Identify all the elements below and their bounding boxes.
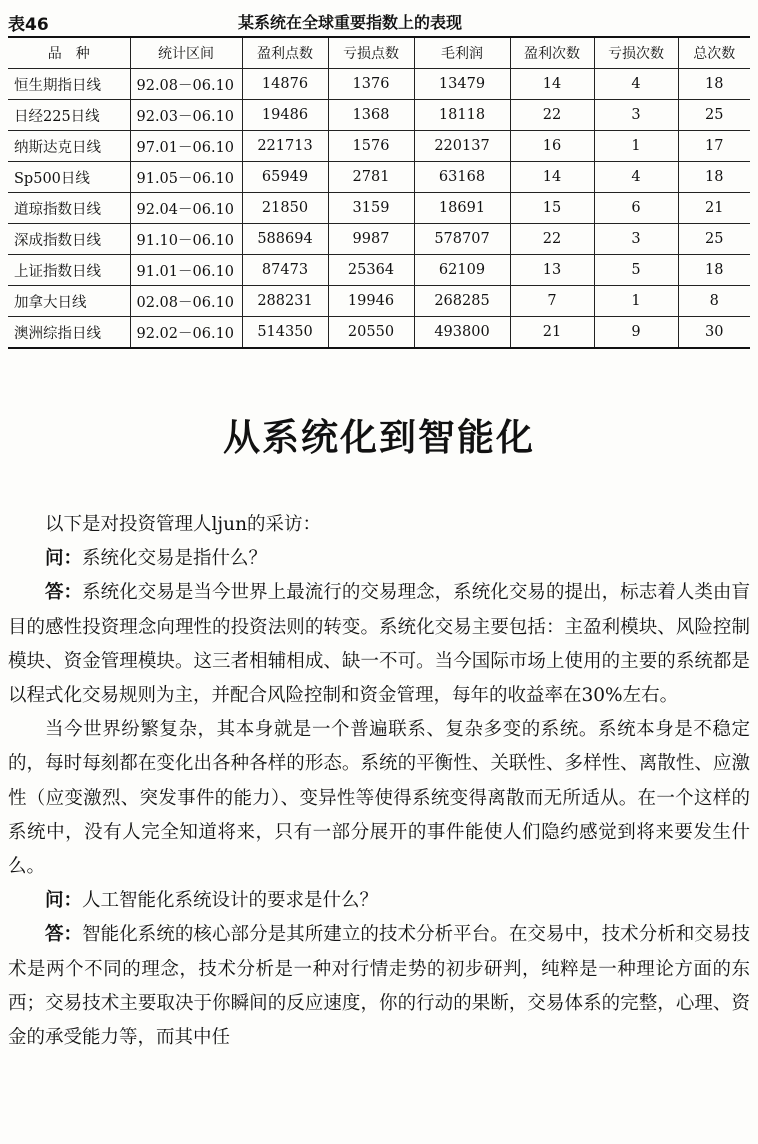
value-cell: 25364 <box>328 255 414 286</box>
value-cell: 87473 <box>242 255 328 286</box>
value-cell: 9 <box>594 317 678 349</box>
period-cell: 97.01－06.10 <box>130 131 242 162</box>
value-cell: 8 <box>678 286 750 317</box>
period-cell: 91.10－06.10 <box>130 224 242 255</box>
period-cell: 92.04－06.10 <box>130 193 242 224</box>
value-cell: 2781 <box>328 162 414 193</box>
table-row <box>8 317 750 349</box>
value-cell: 19486 <box>242 100 328 131</box>
article-paragraph <box>8 918 750 1055</box>
period-cell: 91.05－06.10 <box>130 162 242 193</box>
table-number: 表46 <box>8 15 49 35</box>
value-cell: 5 <box>594 255 678 286</box>
value-cell: 3 <box>594 100 678 131</box>
value-cell: 4 <box>594 69 678 100</box>
table-title: 某系统在全球重要指数上的表现 <box>238 13 463 32</box>
column-header: 统计区间 <box>130 37 242 69</box>
value-cell: 22 <box>510 224 594 255</box>
value-cell: 14876 <box>242 69 328 100</box>
value-cell: 18 <box>678 69 750 100</box>
value-cell: 221713 <box>242 131 328 162</box>
value-cell: 220137 <box>414 131 510 162</box>
column-header: 盈利点数 <box>242 37 328 69</box>
value-cell: 13479 <box>414 69 510 100</box>
index-name-cell: 深成指数日线 <box>8 224 130 255</box>
period-cell: 92.02－06.10 <box>130 317 242 349</box>
value-cell: 18 <box>678 255 750 286</box>
article-paragraph <box>8 884 750 918</box>
column-header: 盈利次数 <box>510 37 594 69</box>
paragraph-text: 系统化交易是当今世界上最流行的交易理念，系统化交易的提出，标志着人类由盲目的感性投资理念向理性的投资法则的转变。系统化交易主要包括：主盈利模块、风险控制模块、资金管理模块。这三者相辅相成、缺一不可。当今国际市场上使用的主要的系统都是以程式化交易规则为主，并配合风险控制和资金管理，每年的收益率在30%左右。 <box>8 582 750 707</box>
column-header: 总次数 <box>678 37 750 69</box>
value-cell: 288231 <box>242 286 328 317</box>
table-row <box>8 224 750 255</box>
article-body <box>8 508 750 1055</box>
value-cell: 1368 <box>328 100 414 131</box>
value-cell: 6 <box>594 193 678 224</box>
value-cell: 21 <box>678 193 750 224</box>
paragraph-text: 以下是对投资管理人ljun的采访： <box>45 514 321 535</box>
table-row <box>8 162 750 193</box>
table-row <box>8 286 750 317</box>
value-cell: 4 <box>594 162 678 193</box>
index-name-cell: 上证指数日线 <box>8 255 130 286</box>
value-cell: 1376 <box>328 69 414 100</box>
value-cell: 14 <box>510 69 594 100</box>
period-cell: 92.08－06.10 <box>130 69 242 100</box>
value-cell: 18691 <box>414 193 510 224</box>
qa-label: 问： <box>45 890 83 912</box>
value-cell: 514350 <box>242 317 328 349</box>
article-paragraph <box>8 542 750 576</box>
table-row <box>8 69 750 100</box>
value-cell: 14 <box>510 162 594 193</box>
index-name-cell: 澳洲综指日线 <box>8 317 130 349</box>
value-cell: 18118 <box>414 100 510 131</box>
index-name-cell: 日经225日线 <box>8 100 130 131</box>
value-cell: 21 <box>510 317 594 349</box>
qa-label: 问： <box>45 548 83 570</box>
value-cell: 15 <box>510 193 594 224</box>
index-name-cell: 加拿大日线 <box>8 286 130 317</box>
value-cell: 62109 <box>414 255 510 286</box>
value-cell: 19946 <box>328 286 414 317</box>
value-cell: 18 <box>678 162 750 193</box>
value-cell: 25 <box>678 224 750 255</box>
paragraph-text: 智能化系统的核心部分是其所建立的技术分析平台。在交易中，技术分析和交易技术是两个不同的理念，技术分析是一种对行情走势的初步研判，纯粹是一种理论方面的东西；交易技术主要取决于你瞬间的反应速度，你的行动的果断，交易体系的完整，心理、资金的承受能力等，而其中任 <box>8 924 750 1049</box>
column-header: 亏损次数 <box>594 37 678 69</box>
value-cell: 3 <box>594 224 678 255</box>
paragraph-text: 系统化交易是指什么？ <box>82 548 268 570</box>
period-cell: 02.08－06.10 <box>130 286 242 317</box>
value-cell: 578707 <box>414 224 510 255</box>
value-cell: 16 <box>510 131 594 162</box>
value-cell: 1576 <box>328 131 414 162</box>
value-cell: 25 <box>678 100 750 131</box>
article-paragraph <box>8 576 750 713</box>
column-header: 品 种 <box>8 37 130 69</box>
column-header: 毛利润 <box>414 37 510 69</box>
value-cell: 493800 <box>414 317 510 349</box>
table-caption <box>8 6 750 36</box>
value-cell: 9987 <box>328 224 414 255</box>
table-row <box>8 255 750 286</box>
value-cell: 65949 <box>242 162 328 193</box>
table-row <box>8 131 750 162</box>
value-cell: 13 <box>510 255 594 286</box>
period-cell: 92.03－06.10 <box>130 100 242 131</box>
value-cell: 22 <box>510 100 594 131</box>
article-paragraph <box>8 508 750 542</box>
value-cell: 17 <box>678 131 750 162</box>
table-row <box>8 193 750 224</box>
index-name-cell: 恒生期指日线 <box>8 69 130 100</box>
value-cell: 1 <box>594 286 678 317</box>
qa-label: 答： <box>45 924 83 946</box>
value-cell: 20550 <box>328 317 414 349</box>
value-cell: 7 <box>510 286 594 317</box>
value-cell: 588694 <box>242 224 328 255</box>
table-header-row <box>8 37 750 69</box>
article-headline: 从系统化到智能化 <box>223 416 535 459</box>
index-name-cell: Sp500日线 <box>8 162 130 193</box>
value-cell: 3159 <box>328 193 414 224</box>
paragraph-text: 当今世界纷繁复杂，其本身就是一个普遍联系、复杂多变的系统。系统本身是不稳定的，每时每刻都在变化出各种各样的形态。系统的平衡性、关联性、多样性、离散性、应激性（应变激烈、突发事件的能力）、变异性等使得系统变得离散而无所适从。在一个这样的系统中，没有人完全知道将来，只有一部分展开的事件能使人们隐约感觉到将来要发生什么。 <box>8 719 750 878</box>
index-name-cell: 道琼指数日线 <box>8 193 130 224</box>
value-cell: 63168 <box>414 162 510 193</box>
period-cell: 91.01－06.10 <box>130 255 242 286</box>
value-cell: 1 <box>594 131 678 162</box>
value-cell: 30 <box>678 317 750 349</box>
paragraph-text: 人工智能化系统设计的要求是什么？ <box>82 890 379 912</box>
value-cell: 21850 <box>242 193 328 224</box>
index-performance-table <box>8 36 750 349</box>
qa-label: 答： <box>45 582 83 604</box>
article-paragraph <box>8 713 750 884</box>
column-header: 亏损点数 <box>328 37 414 69</box>
value-cell: 268285 <box>414 286 510 317</box>
table-row <box>8 100 750 131</box>
index-name-cell: 纳斯达克日线 <box>8 131 130 162</box>
